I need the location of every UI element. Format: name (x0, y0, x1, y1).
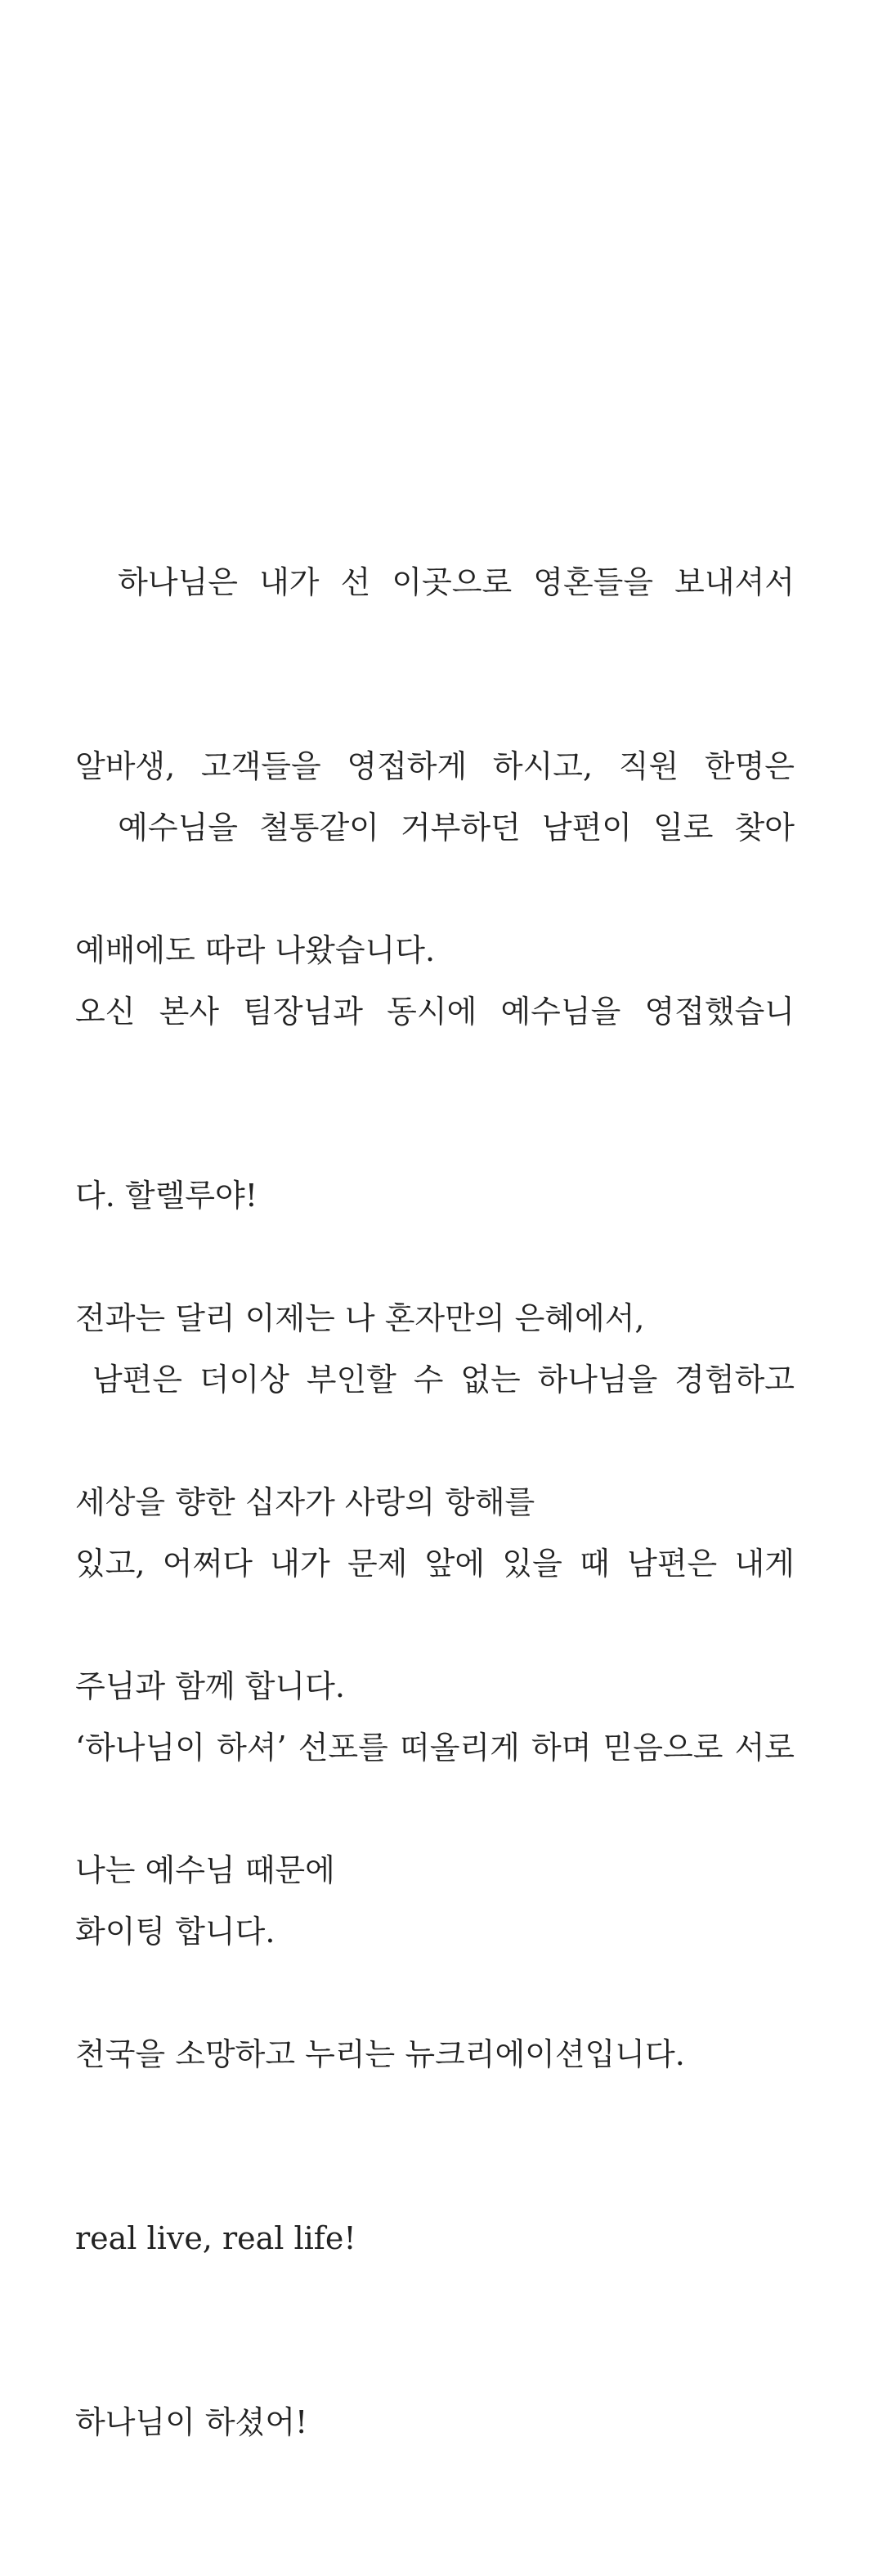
paragraph-line: 예수님을 철통같이 거부하던 남편이 일로 찾아 (75, 810, 795, 846)
paragraph-line: 있고, 어쩌다 내가 문제 앞에 있을 때 남편은 내게 (75, 1546, 795, 1582)
paragraph-line: 다. 할렐루야! (75, 1178, 258, 1214)
paragraph-line: 천국을 소망하고 누리는 뉴크리에이션입니다. (75, 2036, 685, 2072)
paragraph-line: 오신 본사 팀장님과 동시에 예수님을 영접했습니 (75, 994, 795, 1030)
paragraph-line: ‘하나님이 하셔’ 선포를 떠올리게 하며 믿음으로 서로 (75, 1730, 795, 1766)
paragraph-line: 하나님이 하셨어! (75, 2404, 308, 2440)
paragraph-line: 하나님은 내가 선 이곳으로 영혼들을 보내셔서 (75, 564, 795, 600)
paragraph-line: 알바생, 고객들을 영접하게 하시고, 직원 한명은 (75, 748, 795, 784)
paragraph-line: 주님과 함께 합니다. (75, 1668, 345, 1704)
paragraph-line: real live, real life! (75, 2220, 356, 2256)
paragraph-line: 예배에도 따라 나왔습니다. (75, 932, 436, 968)
paragraph-line: 세상을 향한 십자가 사랑의 항해를 (75, 1484, 535, 1520)
paragraph-3 (75, 1165, 795, 2576)
paragraph-line: 나는 예수님 때문에 (75, 1852, 335, 1888)
paragraph-line: 화이팅 합니다. (75, 1914, 275, 1950)
paragraph-line: 남편은 더이상 부인할 수 없는 하나님을 경험하고 (75, 1362, 795, 1398)
paragraph-line: 전과는 달리 이제는 나 혼자만의 은혜에서, (75, 1300, 645, 1336)
